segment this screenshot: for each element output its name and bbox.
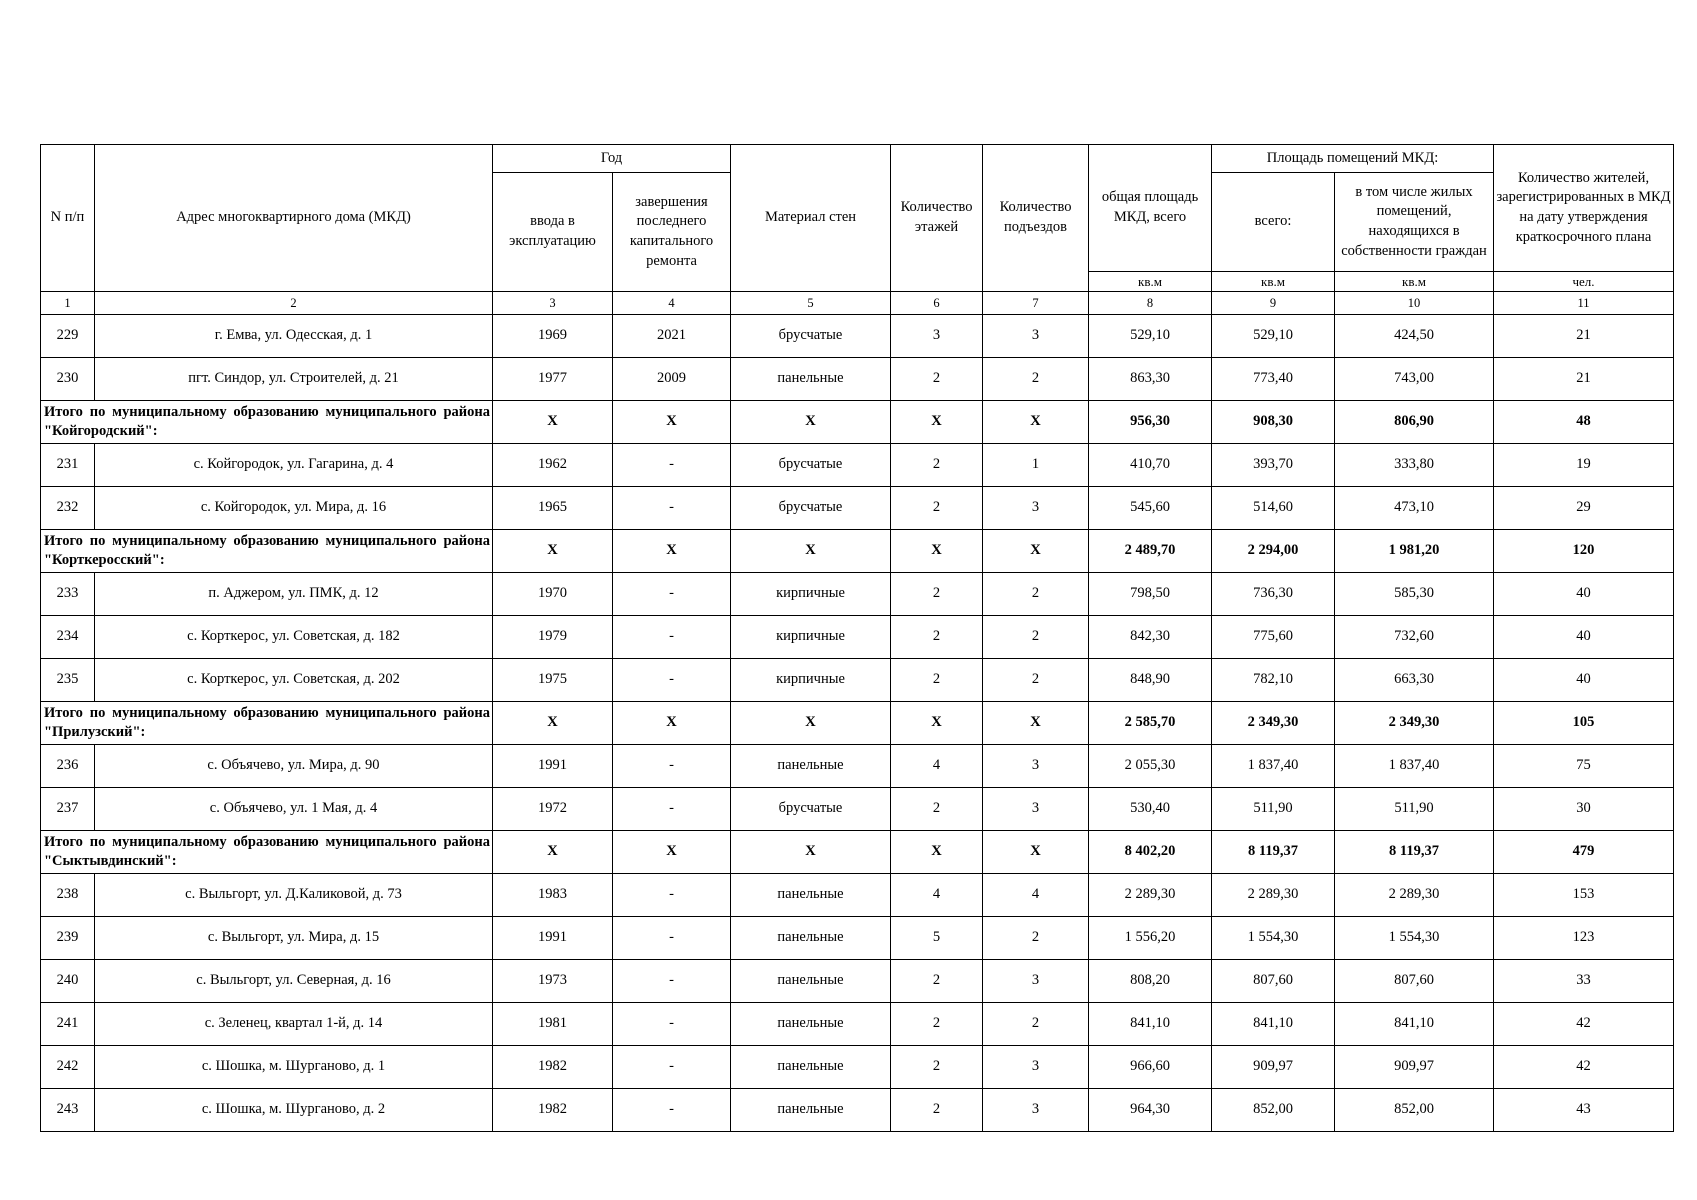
floors-cell: 2 xyxy=(891,1003,983,1046)
area-residential-cell: 807,60 xyxy=(1335,960,1494,1003)
unit-area-residential: кв.м xyxy=(1335,272,1494,292)
row-number-cell: 243 xyxy=(41,1089,95,1132)
table-row xyxy=(41,917,1674,960)
floors-cell: X xyxy=(891,831,983,874)
entrances-cell: 2 xyxy=(983,358,1089,401)
total-area-cell: 841,10 xyxy=(1089,1003,1212,1046)
address-cell: с. Выльгорт, ул. Д.Каликовой, д. 73 xyxy=(95,874,493,917)
header-wall-material: Материал стен xyxy=(731,145,891,292)
area-residential-cell: 663,30 xyxy=(1335,659,1494,702)
area-residential-cell: 852,00 xyxy=(1335,1089,1494,1132)
header-area-all: всего: xyxy=(1212,173,1335,272)
floors-cell: X xyxy=(891,401,983,444)
housing-register-table xyxy=(40,144,1674,1132)
housing-register-sheet xyxy=(40,144,1674,1132)
total-area-cell: 530,40 xyxy=(1089,788,1212,831)
total-area-cell: 956,30 xyxy=(1089,401,1212,444)
area-all-cell: 529,10 xyxy=(1212,315,1335,358)
header-year-repair: завершения последнего капитального ремонта xyxy=(613,173,731,292)
year-repair-cell: - xyxy=(613,444,731,487)
row-number-cell: 242 xyxy=(41,1046,95,1089)
area-all-cell: 511,90 xyxy=(1212,788,1335,831)
subtotal-label: Итого по муниципальному образованию муниципального района "Койгородский": xyxy=(41,401,493,444)
header-area-group: Площадь помещений МКД: xyxy=(1212,145,1494,173)
column-number: 10 xyxy=(1335,292,1494,315)
year-repair-cell: - xyxy=(613,874,731,917)
year-commission-cell: 1983 xyxy=(493,874,613,917)
total-area-cell: 2 289,30 xyxy=(1089,874,1212,917)
year-commission-cell: 1982 xyxy=(493,1089,613,1132)
year-commission-cell: 1972 xyxy=(493,788,613,831)
wall-material-cell: панельные xyxy=(731,960,891,1003)
residents-cell: 43 xyxy=(1494,1089,1674,1132)
table-row xyxy=(41,659,1674,702)
subtotal-row xyxy=(41,831,1674,874)
year-repair-cell: - xyxy=(613,745,731,788)
year-commission-cell: 1962 xyxy=(493,444,613,487)
row-number-cell: 241 xyxy=(41,1003,95,1046)
residents-cell: 33 xyxy=(1494,960,1674,1003)
area-all-cell: 736,30 xyxy=(1212,573,1335,616)
year-repair-cell: X xyxy=(613,401,731,444)
wall-material-cell: брусчатые xyxy=(731,315,891,358)
wall-material-cell: панельные xyxy=(731,358,891,401)
year-commission-cell: 1979 xyxy=(493,616,613,659)
address-cell: с. Корткерос, ул. Советская, д. 202 xyxy=(95,659,493,702)
wall-material-cell: X xyxy=(731,831,891,874)
wall-material-cell: брусчатые xyxy=(731,487,891,530)
entrances-cell: X xyxy=(983,831,1089,874)
wall-material-cell: панельные xyxy=(731,874,891,917)
entrances-cell: X xyxy=(983,401,1089,444)
total-area-cell: 842,30 xyxy=(1089,616,1212,659)
year-commission-cell: 1970 xyxy=(493,573,613,616)
floors-cell: X xyxy=(891,530,983,573)
area-all-cell: 775,60 xyxy=(1212,616,1335,659)
entrances-cell: 2 xyxy=(983,573,1089,616)
area-residential-cell: 806,90 xyxy=(1335,401,1494,444)
year-commission-cell: 1981 xyxy=(493,1003,613,1046)
area-all-cell: 2 289,30 xyxy=(1212,874,1335,917)
address-cell: пгт. Синдор, ул. Строителей, д. 21 xyxy=(95,358,493,401)
floors-cell: 4 xyxy=(891,874,983,917)
floors-cell: 2 xyxy=(891,444,983,487)
floors-cell: 2 xyxy=(891,659,983,702)
year-repair-cell: X xyxy=(613,831,731,874)
entrances-cell: 2 xyxy=(983,616,1089,659)
year-repair-cell: - xyxy=(613,616,731,659)
header-entrances: Количество подъездов xyxy=(983,145,1089,292)
entrances-cell: 3 xyxy=(983,788,1089,831)
address-cell: с. Койгородок, ул. Гагарина, д. 4 xyxy=(95,444,493,487)
year-repair-cell: 2021 xyxy=(613,315,731,358)
entrances-cell: 3 xyxy=(983,315,1089,358)
row-number-cell: 233 xyxy=(41,573,95,616)
column-number: 1 xyxy=(41,292,95,315)
table-row xyxy=(41,960,1674,1003)
floors-cell: 2 xyxy=(891,1089,983,1132)
header-floors: Количество этажей xyxy=(891,145,983,292)
wall-material-cell: панельные xyxy=(731,1003,891,1046)
residents-cell: 30 xyxy=(1494,788,1674,831)
entrances-cell: 2 xyxy=(983,917,1089,960)
area-all-cell: 909,97 xyxy=(1212,1046,1335,1089)
entrances-cell: 2 xyxy=(983,1003,1089,1046)
address-cell: г. Емва, ул. Одесская, д. 1 xyxy=(95,315,493,358)
row-number-cell: 231 xyxy=(41,444,95,487)
row-number-cell: 229 xyxy=(41,315,95,358)
residents-cell: 75 xyxy=(1494,745,1674,788)
subtotal-label: Итого по муниципальному образованию муниципального района "Сыктывдинский": xyxy=(41,831,493,874)
area-residential-cell: 841,10 xyxy=(1335,1003,1494,1046)
table-row xyxy=(41,788,1674,831)
wall-material-cell: кирпичные xyxy=(731,573,891,616)
wall-material-cell: брусчатые xyxy=(731,444,891,487)
floors-cell: X xyxy=(891,702,983,745)
area-all-cell: 773,40 xyxy=(1212,358,1335,401)
residents-cell: 153 xyxy=(1494,874,1674,917)
subtotal-row xyxy=(41,401,1674,444)
address-cell: с. Койгородок, ул. Мира, д. 16 xyxy=(95,487,493,530)
unit-residents: чел. xyxy=(1494,272,1674,292)
floors-cell: 2 xyxy=(891,960,983,1003)
year-repair-cell: - xyxy=(613,573,731,616)
floors-cell: 2 xyxy=(891,358,983,401)
area-residential-cell: 8 119,37 xyxy=(1335,831,1494,874)
area-residential-cell: 424,50 xyxy=(1335,315,1494,358)
area-residential-cell: 2 289,30 xyxy=(1335,874,1494,917)
table-row xyxy=(41,444,1674,487)
wall-material-cell: X xyxy=(731,702,891,745)
residents-cell: 120 xyxy=(1494,530,1674,573)
row-number-cell: 239 xyxy=(41,917,95,960)
column-number-row xyxy=(41,292,1674,315)
table-body xyxy=(41,315,1674,1132)
row-number-cell: 230 xyxy=(41,358,95,401)
total-area-cell: 529,10 xyxy=(1089,315,1212,358)
address-cell: с. Выльгорт, ул. Мира, д. 15 xyxy=(95,917,493,960)
table-row xyxy=(41,487,1674,530)
year-repair-cell: - xyxy=(613,917,731,960)
table-row xyxy=(41,573,1674,616)
subtotal-label: Итого по муниципальному образованию муниципального района "Прилузский": xyxy=(41,702,493,745)
area-all-cell: 852,00 xyxy=(1212,1089,1335,1132)
table-row xyxy=(41,745,1674,788)
floors-cell: 2 xyxy=(891,788,983,831)
area-all-cell: 782,10 xyxy=(1212,659,1335,702)
unit-area-all: кв.м xyxy=(1212,272,1335,292)
row-number-cell: 236 xyxy=(41,745,95,788)
wall-material-cell: кирпичные xyxy=(731,659,891,702)
total-area-cell: 863,30 xyxy=(1089,358,1212,401)
area-residential-cell: 1 981,20 xyxy=(1335,530,1494,573)
area-all-cell: 807,60 xyxy=(1212,960,1335,1003)
wall-material-cell: X xyxy=(731,401,891,444)
entrances-cell: 3 xyxy=(983,1089,1089,1132)
wall-material-cell: кирпичные xyxy=(731,616,891,659)
area-residential-cell: 1 554,30 xyxy=(1335,917,1494,960)
year-commission-cell: 1969 xyxy=(493,315,613,358)
area-all-cell: 1 554,30 xyxy=(1212,917,1335,960)
area-residential-cell: 909,97 xyxy=(1335,1046,1494,1089)
area-all-cell: 841,10 xyxy=(1212,1003,1335,1046)
subtotal-row xyxy=(41,530,1674,573)
year-commission-cell: 1975 xyxy=(493,659,613,702)
table-row xyxy=(41,1089,1674,1132)
area-residential-cell: 585,30 xyxy=(1335,573,1494,616)
residents-cell: 40 xyxy=(1494,573,1674,616)
row-number-cell: 234 xyxy=(41,616,95,659)
area-all-cell: 8 119,37 xyxy=(1212,831,1335,874)
entrances-cell: 3 xyxy=(983,487,1089,530)
wall-material-cell: панельные xyxy=(731,1046,891,1089)
entrances-cell: 4 xyxy=(983,874,1089,917)
wall-material-cell: панельные xyxy=(731,745,891,788)
floors-cell: 4 xyxy=(891,745,983,788)
year-commission-cell: X xyxy=(493,702,613,745)
row-number-cell: 232 xyxy=(41,487,95,530)
address-cell: с. Зеленец, квартал 1-й, д. 14 xyxy=(95,1003,493,1046)
year-commission-cell: X xyxy=(493,530,613,573)
table-row xyxy=(41,616,1674,659)
total-area-cell: 798,50 xyxy=(1089,573,1212,616)
table-row xyxy=(41,358,1674,401)
area-residential-cell: 473,10 xyxy=(1335,487,1494,530)
column-number: 6 xyxy=(891,292,983,315)
address-cell: с. Выльгорт, ул. Северная, д. 16 xyxy=(95,960,493,1003)
year-repair-cell: X xyxy=(613,530,731,573)
year-repair-cell: - xyxy=(613,1046,731,1089)
year-commission-cell: 1991 xyxy=(493,917,613,960)
entrances-cell: 3 xyxy=(983,1046,1089,1089)
floors-cell: 2 xyxy=(891,616,983,659)
area-residential-cell: 743,00 xyxy=(1335,358,1494,401)
year-repair-cell: - xyxy=(613,1003,731,1046)
floors-cell: 3 xyxy=(891,315,983,358)
total-area-cell: 964,30 xyxy=(1089,1089,1212,1132)
residents-cell: 40 xyxy=(1494,659,1674,702)
total-area-cell: 410,70 xyxy=(1089,444,1212,487)
entrances-cell: 1 xyxy=(983,444,1089,487)
entrances-cell: 3 xyxy=(983,960,1089,1003)
total-area-cell: 1 556,20 xyxy=(1089,917,1212,960)
year-repair-cell: - xyxy=(613,659,731,702)
entrances-cell: X xyxy=(983,702,1089,745)
header-address: Адрес многоквартирного дома (МКД) xyxy=(95,145,493,292)
total-area-cell: 848,90 xyxy=(1089,659,1212,702)
area-all-cell: 1 837,40 xyxy=(1212,745,1335,788)
address-cell: с. Объячево, ул. Мира, д. 90 xyxy=(95,745,493,788)
total-area-cell: 966,60 xyxy=(1089,1046,1212,1089)
residents-cell: 21 xyxy=(1494,315,1674,358)
year-commission-cell: 1977 xyxy=(493,358,613,401)
wall-material-cell: брусчатые xyxy=(731,788,891,831)
total-area-cell: 2 055,30 xyxy=(1089,745,1212,788)
header-area-residential: в том числе жилых помещений, находящихся в собственности граждан xyxy=(1335,173,1494,272)
residents-cell: 123 xyxy=(1494,917,1674,960)
column-number: 5 xyxy=(731,292,891,315)
header-total-area: общая площадь МКД, всего xyxy=(1089,145,1212,272)
address-cell: п. Аджером, ул. ПМК, д. 12 xyxy=(95,573,493,616)
address-cell: с. Объячево, ул. 1 Мая, д. 4 xyxy=(95,788,493,831)
column-number: 2 xyxy=(95,292,493,315)
address-cell: с. Шошка, м. Шурганово, д. 1 xyxy=(95,1046,493,1089)
column-number: 3 xyxy=(493,292,613,315)
area-all-cell: 514,60 xyxy=(1212,487,1335,530)
column-number: 7 xyxy=(983,292,1089,315)
subtotal-label: Итого по муниципальному образованию муниципального района "Корткеросский": xyxy=(41,530,493,573)
address-cell: с. Шошка, м. Шурганово, д. 2 xyxy=(95,1089,493,1132)
area-all-cell: 2 349,30 xyxy=(1212,702,1335,745)
year-repair-cell: - xyxy=(613,960,731,1003)
header-year-group: Год xyxy=(493,145,731,173)
wall-material-cell: X xyxy=(731,530,891,573)
year-repair-cell: X xyxy=(613,702,731,745)
column-number: 9 xyxy=(1212,292,1335,315)
total-area-cell: 2 489,70 xyxy=(1089,530,1212,573)
column-number: 8 xyxy=(1089,292,1212,315)
unit-total-area: кв.м xyxy=(1089,272,1212,292)
year-commission-cell: 1991 xyxy=(493,745,613,788)
floors-cell: 2 xyxy=(891,487,983,530)
table-row xyxy=(41,315,1674,358)
table-header xyxy=(41,145,1674,315)
wall-material-cell: панельные xyxy=(731,917,891,960)
year-commission-cell: 1965 xyxy=(493,487,613,530)
area-residential-cell: 732,60 xyxy=(1335,616,1494,659)
table-row xyxy=(41,874,1674,917)
header-num: N п/п xyxy=(41,145,95,292)
address-cell: с. Корткерос, ул. Советская, д. 182 xyxy=(95,616,493,659)
subtotal-row xyxy=(41,702,1674,745)
total-area-cell: 8 402,20 xyxy=(1089,831,1212,874)
residents-cell: 40 xyxy=(1494,616,1674,659)
area-all-cell: 393,70 xyxy=(1212,444,1335,487)
header-residents: Количество жителей, зарегистрированных в МКД на дату утверждения краткосрочного плана xyxy=(1494,145,1674,272)
total-area-cell: 545,60 xyxy=(1089,487,1212,530)
year-repair-cell: - xyxy=(613,1089,731,1132)
residents-cell: 21 xyxy=(1494,358,1674,401)
wall-material-cell: панельные xyxy=(731,1089,891,1132)
row-number-cell: 237 xyxy=(41,788,95,831)
year-commission-cell: X xyxy=(493,401,613,444)
table-row xyxy=(41,1046,1674,1089)
year-repair-cell: - xyxy=(613,788,731,831)
residents-cell: 479 xyxy=(1494,831,1674,874)
year-commission-cell: 1973 xyxy=(493,960,613,1003)
year-repair-cell: - xyxy=(613,487,731,530)
floors-cell: 2 xyxy=(891,1046,983,1089)
entrances-cell: 3 xyxy=(983,745,1089,788)
residents-cell: 42 xyxy=(1494,1003,1674,1046)
year-commission-cell: 1982 xyxy=(493,1046,613,1089)
residents-cell: 29 xyxy=(1494,487,1674,530)
row-number-cell: 240 xyxy=(41,960,95,1003)
area-all-cell: 2 294,00 xyxy=(1212,530,1335,573)
row-number-cell: 235 xyxy=(41,659,95,702)
residents-cell: 105 xyxy=(1494,702,1674,745)
floors-cell: 2 xyxy=(891,573,983,616)
entrances-cell: X xyxy=(983,530,1089,573)
area-residential-cell: 2 349,30 xyxy=(1335,702,1494,745)
area-residential-cell: 1 837,40 xyxy=(1335,745,1494,788)
entrances-cell: 2 xyxy=(983,659,1089,702)
area-residential-cell: 511,90 xyxy=(1335,788,1494,831)
residents-cell: 48 xyxy=(1494,401,1674,444)
area-all-cell: 908,30 xyxy=(1212,401,1335,444)
table-row xyxy=(41,1003,1674,1046)
residents-cell: 19 xyxy=(1494,444,1674,487)
column-number: 11 xyxy=(1494,292,1674,315)
year-commission-cell: X xyxy=(493,831,613,874)
total-area-cell: 808,20 xyxy=(1089,960,1212,1003)
total-area-cell: 2 585,70 xyxy=(1089,702,1212,745)
year-repair-cell: 2009 xyxy=(613,358,731,401)
floors-cell: 5 xyxy=(891,917,983,960)
row-number-cell: 238 xyxy=(41,874,95,917)
column-number: 4 xyxy=(613,292,731,315)
header-year-commission: ввода в эксплуатацию xyxy=(493,173,613,292)
area-residential-cell: 333,80 xyxy=(1335,444,1494,487)
residents-cell: 42 xyxy=(1494,1046,1674,1089)
